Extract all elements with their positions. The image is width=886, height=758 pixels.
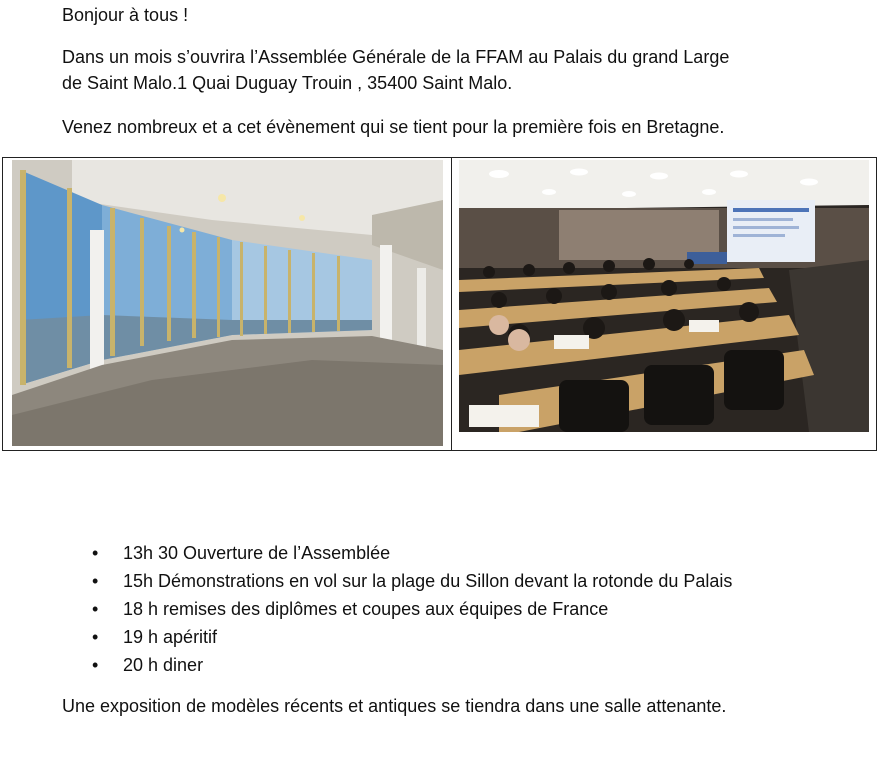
bullet-icon: • bbox=[92, 599, 99, 619]
bullet-icon: • bbox=[92, 655, 99, 675]
photo-table bbox=[2, 157, 877, 451]
rotunda-hall-photo bbox=[12, 160, 443, 446]
bullet-icon: • bbox=[92, 571, 99, 591]
closing-text: Une exposition de modèles récents et antiques se tiendra dans une salle attenante. bbox=[62, 696, 727, 716]
announcement-line-2: de Saint Malo.1 Quai Duguay Trouin , 35400 Saint Malo. bbox=[62, 73, 513, 93]
schedule-item-text: 15h Démonstrations en vol sur la plage du Sillon devant la rotonde du Palais bbox=[123, 571, 733, 591]
bullet-icon: • bbox=[92, 543, 99, 563]
schedule-item-text: 20 h diner bbox=[123, 655, 204, 675]
invitation-text: Venez nombreux et a cet évènement qui se tient pour la première fois en Bretagne. bbox=[62, 117, 725, 137]
greeting-text: Bonjour à tous ! bbox=[62, 5, 189, 25]
announcement-text bbox=[62, 44, 729, 96]
conference-room-photo bbox=[459, 160, 869, 432]
schedule-item-text: 13h 30 Ouverture de l’Assemblée bbox=[123, 543, 391, 563]
photo-divider bbox=[451, 158, 452, 450]
announcement-line-1: Dans un mois s’ouvrira l’Assemblée Générale de la FFAM au Palais du grand Large bbox=[62, 47, 730, 67]
bullet-icon: • bbox=[92, 627, 99, 647]
schedule-item-text: 18 h remises des diplômes et coupes aux équipes de France bbox=[123, 599, 609, 619]
schedule-item-text: 19 h apéritif bbox=[123, 627, 218, 647]
